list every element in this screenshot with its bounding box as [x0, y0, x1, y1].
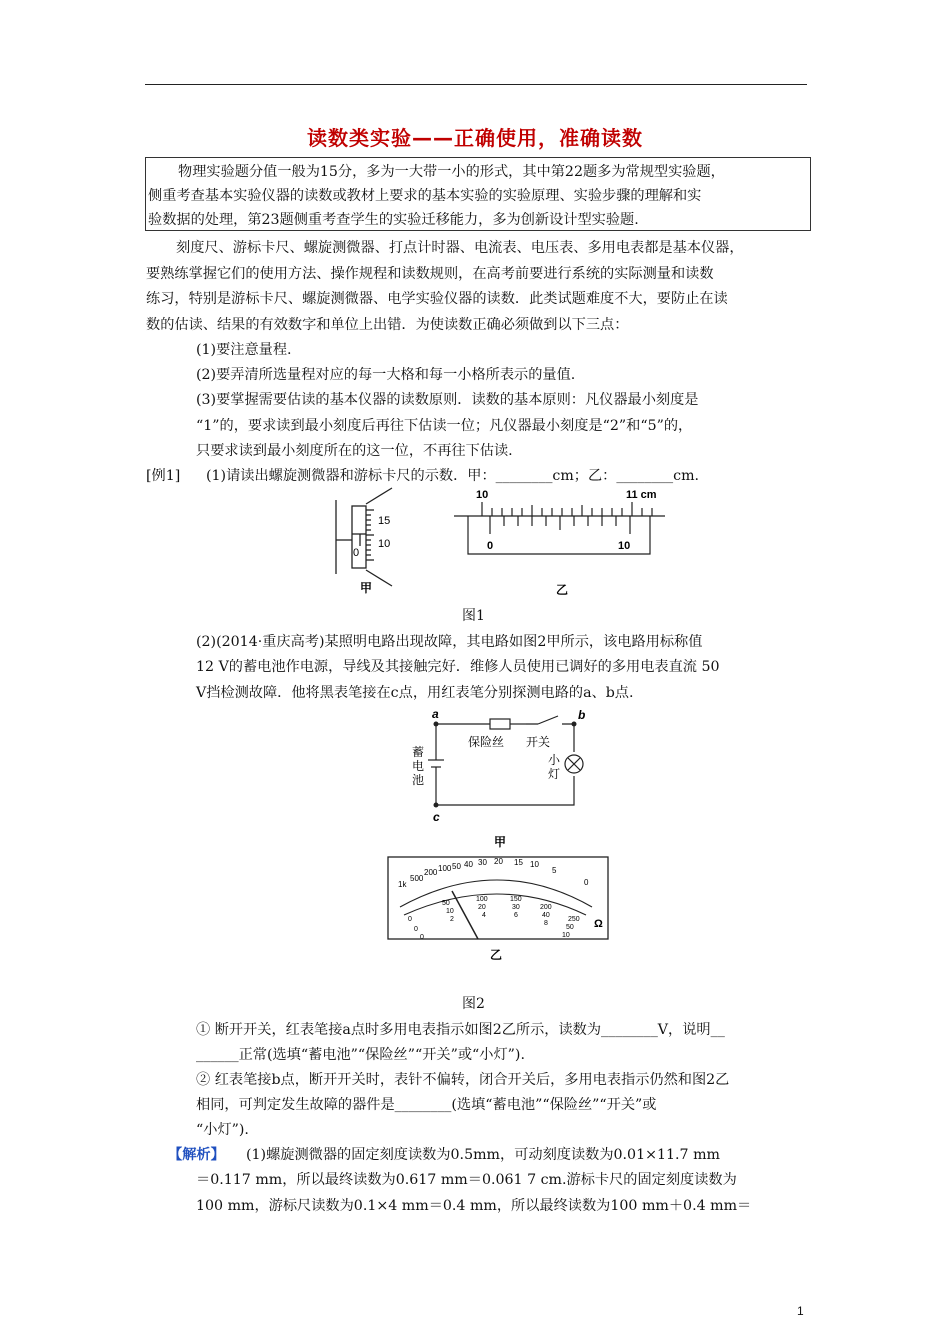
fuse-label: 保险丝	[468, 735, 505, 749]
dc-tick: 150	[510, 896, 522, 903]
battery-label: 电	[412, 759, 425, 773]
dc-tick-3: 2	[450, 916, 454, 923]
ohm-tick: 0	[584, 878, 589, 887]
sub-question-1-cont: ______正常(选填“蓄电池”“保险丝”“开关”或“小灯”).	[196, 1047, 525, 1063]
multimeter-face	[386, 855, 612, 965]
figure-1	[320, 486, 680, 602]
example-tag: [例1]	[146, 468, 181, 484]
question-2-line: (2)(2014·重庆高考)某照明电路出现故障，其电路如图2甲所示，该电路用标称值	[196, 634, 703, 650]
para-line: 数的估读、结果的有效数字和单位上出错．为使读数正确必须做到以下三点：	[146, 317, 629, 333]
intro-line: 验数据的处理，第23题侧重考查学生的实验迁移能力，多为创新设计型实验题.	[148, 212, 639, 228]
micrometer-tick-label: 15	[378, 515, 391, 527]
dc-tick: 200	[540, 904, 552, 911]
node-a-dot	[434, 722, 439, 727]
dc-tick-3: 10	[562, 932, 570, 939]
node-b-dot	[572, 722, 577, 727]
ohm-tick: 15	[514, 858, 523, 867]
ohm-tick: 30	[478, 858, 487, 867]
point-1: (1)要注意量程.	[196, 342, 292, 358]
dc-tick-2: 20	[478, 904, 486, 911]
caliper-vernier-label: 0	[487, 540, 494, 552]
ohm-tick: 200	[424, 868, 438, 877]
circuit-label: 甲	[494, 835, 507, 849]
node-b-label: b	[578, 710, 586, 722]
ohm-tick: 1k	[398, 880, 407, 889]
sub-question-2: ② 红表笔接b点，断开开关时，表针不偏转，闭合开关后，多用电表指示仍然和图2乙	[196, 1072, 730, 1088]
ohm-tick: 5	[552, 866, 557, 875]
micrometer-label: 甲	[360, 581, 373, 595]
dc-tick: 0	[408, 916, 412, 923]
caliper-vernier-label: 10	[618, 540, 631, 552]
question-2-line: 12 V的蓄电池作电源，导线及其接触完好．维修人员使用已调好的多用电表直流 50	[196, 659, 720, 675]
dc-tick-3: 4	[482, 912, 486, 919]
caliper-main-label: 11 cm	[626, 489, 657, 501]
header-rule	[145, 84, 807, 85]
battery-label: 池	[412, 773, 425, 787]
page-number: 1	[797, 1304, 804, 1318]
dc-tick: 50	[442, 900, 450, 907]
point-3-cont: “1”的，要求读到最小刻度后再往下估读一位；凡仪器最小刻度是“2”和“5”的，	[196, 418, 693, 434]
analysis-tag: 【解析】	[168, 1147, 225, 1163]
para-line: 刻度尺、游标卡尺、螺旋测微器、打点计时器、电流表、电压表、多用电表都是基本仪器，	[176, 240, 744, 256]
point-3-cont: 只要求读到最小刻度所在的这一位，不再往下估读.	[196, 443, 513, 459]
sub-question-2-cont: 相同，可判定发生故障的器件是________(选填“蓄电池”“保险丝”“开关”或	[196, 1097, 657, 1113]
dc-tick-3: 6	[514, 912, 518, 919]
lamp-label: 小	[548, 753, 561, 767]
ohm-symbol: Ω	[594, 918, 603, 930]
node-c-dot	[434, 803, 439, 808]
dc-tick-2: 30	[512, 904, 520, 911]
micrometer-tick-label: 0	[353, 547, 360, 559]
page-title: 读数类实验——正确使用，准确读数	[307, 126, 643, 150]
ohm-tick: 20	[494, 857, 503, 866]
battery-label: 蓄	[412, 745, 425, 759]
analysis-line: 100 mm，游标尺读数为0.1×4 mm＝0.4 mm，所以最终读数为100 mm＋0.4 mm＝	[196, 1198, 752, 1214]
switch-label: 开关	[526, 735, 551, 749]
node-c-label: c	[433, 810, 440, 824]
ohm-tick: 100	[438, 864, 452, 873]
dc-tick-3: 0	[420, 934, 424, 941]
dc-tick-3: 8	[544, 920, 548, 927]
intro-line: 物理实验题分值一般为15分，多为一大带一小的形式，其中第22题多为常规型实验题，	[178, 164, 725, 180]
para-line: 练习，特别是游标卡尺、螺旋测微器、电学实验仪器的读数．此类试题难度不大，要防止在读	[146, 291, 728, 307]
meter-needle	[452, 891, 478, 939]
meter-label: 乙	[490, 948, 503, 962]
dc-tick-2: 40	[542, 912, 550, 919]
lamp-label: 灯	[548, 767, 561, 781]
micrometer	[336, 488, 392, 586]
dc-tick: 100	[476, 896, 488, 903]
sub-question-2-cont: “小灯”).	[196, 1122, 249, 1138]
dc-tick: 250	[568, 916, 580, 923]
point-3: (3)要掌握需要估读的基本仪器的读数原则．读数的基本原则：凡仪器最小刻度是	[196, 392, 699, 408]
para-line: 要熟练掌握它们的使用方法、操作规程和读数规则，在高考前要进行系统的实际测量和读数	[146, 266, 714, 282]
analysis-line: ＝0.117 mm，所以最终读数为0.617 mm＝0.061 7 cm.游标卡尺的固定刻度读数为	[196, 1172, 737, 1188]
caliper-main-label: 10	[476, 489, 489, 501]
intro-line: 侧重考查基本实验仪器的读数或教材上要求的基本实验的实验原理、实验步骤的理解和实	[148, 188, 702, 204]
analysis-line: (1)螺旋测微器的固定刻度读数为0.5mm，可动刻度读数为0.01×11.7 mm	[246, 1147, 720, 1163]
point-2: (2)要弄清所选量程对应的每一大格和每一小格所表示的量值.	[196, 367, 576, 383]
circuit-diagram	[378, 710, 598, 860]
sub-question-1: ① 断开开关，红表笔接a点时多用电表指示如图2乙所示，读数为________V，说明__	[196, 1022, 725, 1038]
node-a-label: a	[432, 710, 439, 721]
micrometer-tick-label: 10	[378, 538, 391, 550]
ohm-tick: 10	[530, 860, 539, 869]
question-2-line: V挡检测故障．他将黑表笔接在c点，用红表笔分别探测电路的a、b点.	[196, 685, 634, 701]
dc-tick-2: 50	[566, 924, 574, 931]
dc-tick-2: 0	[414, 926, 418, 933]
ohm-tick: 40	[464, 860, 473, 869]
ohm-tick: 50	[452, 862, 461, 871]
dc-tick-2: 10	[446, 908, 454, 915]
figure-2-caption: 图2	[462, 996, 485, 1012]
ohm-tick: 500	[410, 874, 424, 883]
vernier-caliper	[454, 502, 665, 554]
example-question-1: (1)请读出螺旋测微器和游标卡尺的示数．甲：________cm；乙：________cm.	[206, 468, 700, 484]
caliper-label: 乙	[556, 583, 569, 597]
figure-1-caption: 图1	[462, 608, 485, 624]
